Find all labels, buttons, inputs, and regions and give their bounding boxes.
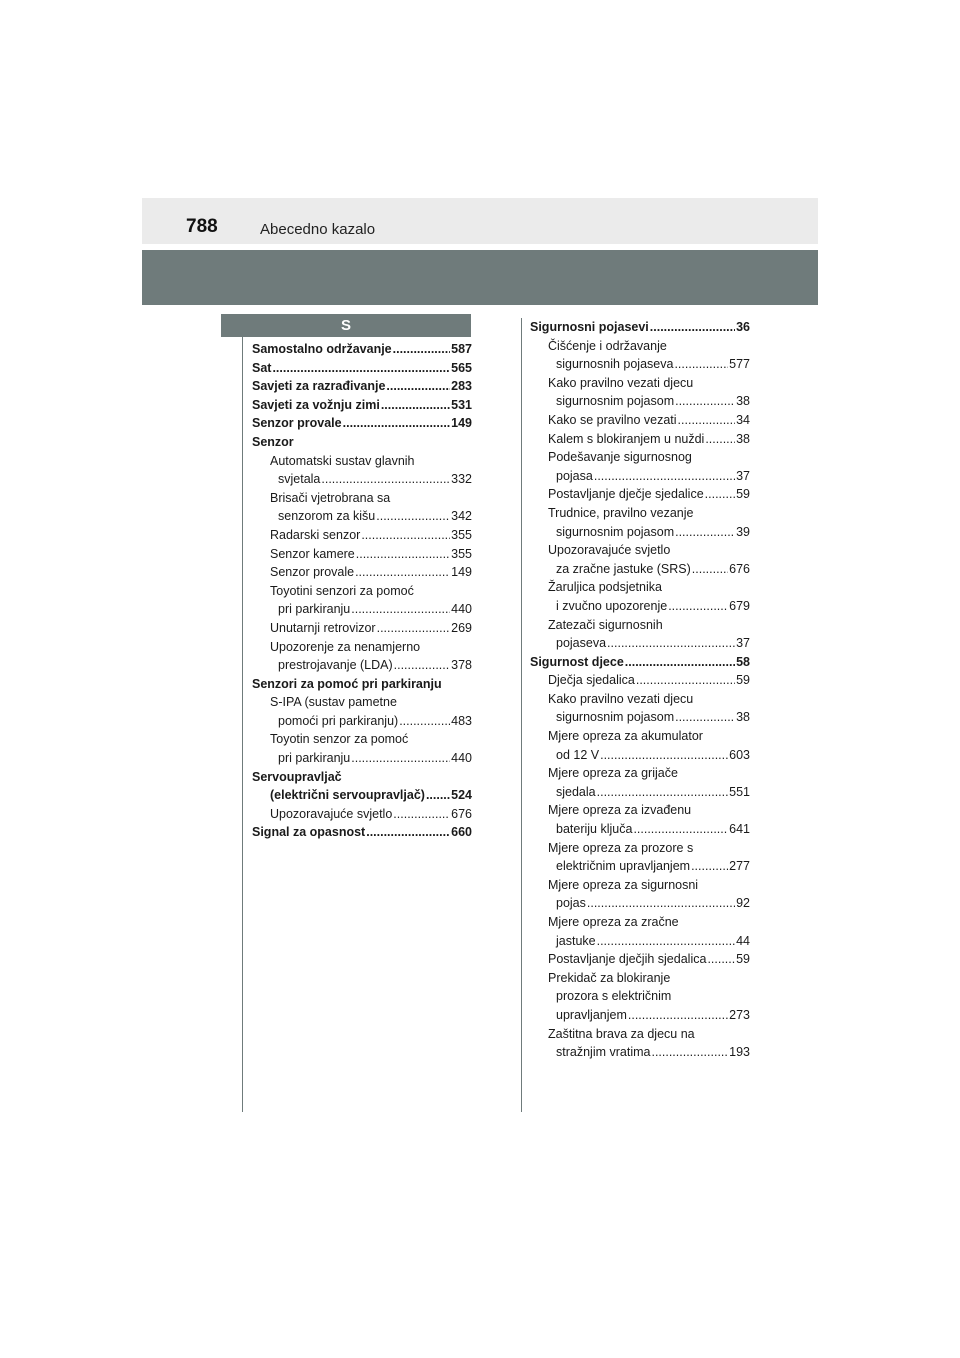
entry-text: Postavljanje dječje sjedalice xyxy=(548,487,704,502)
entry-page-number: 38 xyxy=(736,710,750,725)
entry-page-number: 603 xyxy=(729,747,750,762)
entry-text: Žaruljica podsjetnika xyxy=(548,580,662,595)
index-entry xyxy=(530,690,750,709)
dot-leader xyxy=(272,359,450,378)
index-entry xyxy=(252,526,472,545)
entry-text: senzorom za kišu xyxy=(278,509,376,524)
entry-page-number: 355 xyxy=(451,546,472,561)
index-entry xyxy=(530,671,750,690)
entry-text: pri parkiranju xyxy=(278,602,351,617)
entry-page-number: 587 xyxy=(451,342,472,356)
entry-page-number: 59 xyxy=(736,487,750,502)
entry-text: Trudnice, pravilno vezanje xyxy=(548,505,694,520)
index-entry xyxy=(530,560,750,579)
entry-text: Sigurnost djece xyxy=(530,654,624,669)
entry-page-number: 36 xyxy=(736,320,750,334)
dot-leader xyxy=(668,597,728,616)
entry-text: pojaseva xyxy=(556,636,607,651)
dot-leader xyxy=(351,749,450,768)
entry-text: električnim upravljanjem xyxy=(556,859,691,874)
entry-text: Servoupravljač xyxy=(252,769,342,784)
entry-page-number: 342 xyxy=(451,509,472,524)
entry-page-number: 149 xyxy=(451,565,472,580)
entry-page-number: 531 xyxy=(451,397,472,412)
dot-leader xyxy=(399,712,450,731)
entry-page-number: 676 xyxy=(451,806,472,821)
entry-page-number: 551 xyxy=(729,784,750,799)
entry-text: Sigurnosni pojasevi xyxy=(530,320,649,334)
entry-text: pri parkiranju xyxy=(278,751,351,766)
entry-text: Mjere opreza za grijače xyxy=(548,766,678,781)
header-band xyxy=(142,250,818,305)
entry-text: Mjere opreza za izvađenu xyxy=(548,803,692,818)
left-index-column xyxy=(252,340,472,842)
dot-leader xyxy=(636,671,735,690)
dot-leader xyxy=(674,355,728,374)
left-column-rule xyxy=(242,337,243,1112)
dot-leader xyxy=(633,820,728,839)
index-entry xyxy=(530,430,750,449)
entry-page-number: 277 xyxy=(729,859,750,874)
entry-page-number: 44 xyxy=(736,933,750,948)
index-entry xyxy=(252,693,472,712)
entry-text: Mjere opreza za zračne xyxy=(548,915,679,929)
index-entry xyxy=(252,563,472,582)
entry-page-number: 149 xyxy=(451,416,472,431)
entry-page-number: 440 xyxy=(451,751,472,766)
index-entry xyxy=(252,582,472,601)
entry-text: Upozoravajuće svjetlo xyxy=(548,543,671,558)
dot-leader xyxy=(705,485,735,504)
entry-text: pomoći pri parkiranju) xyxy=(278,713,399,728)
dot-leader xyxy=(705,430,735,449)
dot-leader xyxy=(351,600,450,619)
entry-page-number: 37 xyxy=(736,468,750,483)
entry-text: Savjeti za vožnju zimi xyxy=(252,397,380,412)
dot-leader xyxy=(597,932,735,951)
index-entry xyxy=(252,619,472,638)
dot-leader xyxy=(675,392,735,411)
entry-text: pojas xyxy=(556,896,586,911)
dot-leader xyxy=(394,656,451,675)
index-entry xyxy=(530,708,750,727)
index-entry xyxy=(530,987,750,1006)
index-entry xyxy=(252,340,472,359)
index-entry xyxy=(530,969,750,988)
entry-text: (električni servoupravljač) xyxy=(270,788,425,803)
index-entry xyxy=(530,764,750,783)
dot-leader xyxy=(366,823,450,842)
entry-text: Automatski sustav glavnih xyxy=(270,453,415,468)
entry-page-number: 660 xyxy=(451,825,472,840)
index-entry xyxy=(530,597,750,616)
entry-text: S-IPA (sustav pametne xyxy=(270,695,397,710)
entry-page-number: 565 xyxy=(451,360,472,375)
entry-text: Upozorenje za nenamjerno xyxy=(270,639,421,654)
dot-leader xyxy=(381,396,450,415)
dot-leader xyxy=(675,708,735,727)
entry-text: Senzor xyxy=(252,434,294,449)
entry-text: Senzori za pomoć pri parkiranju xyxy=(252,676,442,691)
index-entry xyxy=(530,485,750,504)
dot-leader xyxy=(707,950,735,969)
page-number: 788 xyxy=(186,216,218,237)
entry-text: Samostalno održavanje xyxy=(252,342,392,356)
entry-text: Unutarnji retrovizor xyxy=(270,620,376,635)
dot-leader xyxy=(426,786,450,805)
index-entry xyxy=(530,578,750,597)
index-entry xyxy=(252,489,472,508)
entry-page-number: 269 xyxy=(451,620,472,635)
entry-text: svjetala xyxy=(278,472,321,487)
entry-page-number: 92 xyxy=(736,896,750,911)
index-entry xyxy=(252,805,472,824)
entry-text: Čišćenje i održavanje xyxy=(548,338,667,353)
entry-page-number: 38 xyxy=(736,394,750,409)
center-column-rule xyxy=(521,318,522,1112)
index-entry xyxy=(530,392,750,411)
index-entry xyxy=(252,749,472,768)
index-entry xyxy=(530,857,750,876)
index-entry xyxy=(252,768,472,787)
index-letter-heading: S xyxy=(221,314,471,337)
entry-page-number: 273 xyxy=(729,1007,750,1022)
entry-page-number: 641 xyxy=(729,822,750,837)
index-entry xyxy=(530,411,750,430)
dot-leader xyxy=(675,523,735,542)
index-entry xyxy=(252,656,472,675)
index-entry xyxy=(252,638,472,657)
entry-page-number: 332 xyxy=(451,472,472,487)
entry-text: od 12 V xyxy=(556,747,600,762)
index-entry xyxy=(252,730,472,749)
entry-text: Senzor kamere xyxy=(270,546,355,561)
index-entry xyxy=(252,600,472,619)
dot-leader xyxy=(356,545,450,564)
dot-leader xyxy=(678,411,736,430)
entry-page-number: 676 xyxy=(729,561,750,576)
entry-text: za zračne jastuke (SRS) xyxy=(556,561,691,576)
index-entry xyxy=(530,504,750,523)
entry-text: Zaštitna brava za djecu na xyxy=(548,1026,695,1041)
index-entry xyxy=(252,433,472,452)
index-entry xyxy=(530,448,750,467)
entry-page-number: 59 xyxy=(736,673,750,688)
index-entry xyxy=(530,523,750,542)
entry-text: Mjere opreza za akumulator xyxy=(548,729,703,744)
index-entry xyxy=(530,876,750,895)
dot-leader xyxy=(597,783,729,802)
index-entry xyxy=(530,355,750,374)
dot-leader xyxy=(650,318,735,337)
entry-text: Toyotini senzori za pomoć xyxy=(270,583,414,598)
index-entry xyxy=(530,746,750,765)
entry-text: Savjeti za razrađivanje xyxy=(252,379,386,394)
entry-text: sigurnosnim pojasom xyxy=(556,524,675,539)
entry-page-number: 524 xyxy=(451,788,472,803)
entry-text: Sat xyxy=(252,360,272,375)
index-entry xyxy=(530,616,750,635)
section-title: Abecedno kazalo xyxy=(260,221,376,238)
entry-page-number: 58 xyxy=(736,654,750,669)
index-entry xyxy=(252,786,472,805)
entry-page-number: 283 xyxy=(451,379,472,394)
entry-text: bateriju ključa xyxy=(556,822,633,837)
dot-leader xyxy=(321,470,450,489)
dot-leader xyxy=(628,1006,728,1025)
dot-leader xyxy=(355,563,450,582)
entry-text: Upozoravajuće svjetlo xyxy=(270,806,393,821)
entry-text: Kalem s blokiranjem u nuždi xyxy=(548,431,705,446)
entry-page-number: 577 xyxy=(729,357,750,372)
index-entry xyxy=(530,318,750,337)
entry-text: Postavljanje dječjih sjedalica xyxy=(548,952,707,967)
entry-page-number: 440 xyxy=(451,602,472,617)
index-entry xyxy=(530,1043,750,1062)
entry-text: Prekidač za blokiranje xyxy=(548,970,671,985)
entry-page-number: 378 xyxy=(451,658,472,673)
dot-leader xyxy=(692,560,728,579)
index-entry xyxy=(530,894,750,913)
index-entry xyxy=(530,820,750,839)
index-entry xyxy=(252,359,472,378)
index-entry xyxy=(252,377,472,396)
entry-page-number: 34 xyxy=(736,412,750,427)
entry-text: upravljanjem xyxy=(556,1007,627,1022)
entry-text: sigurnosnim pojasom xyxy=(556,394,675,409)
entry-text: Dječja sjedalica xyxy=(548,673,635,688)
dot-leader xyxy=(607,634,735,653)
index-entry xyxy=(252,823,472,842)
entry-page-number: 37 xyxy=(736,636,750,651)
entry-text: prestrojavanje (LDA) xyxy=(278,658,393,673)
index-entry xyxy=(530,839,750,858)
dot-leader xyxy=(651,1043,728,1062)
entry-text: stražnjim vratima xyxy=(556,1045,651,1060)
index-entry xyxy=(252,545,472,564)
dot-leader xyxy=(587,894,735,913)
entry-text: Radarski senzor xyxy=(270,527,361,542)
entry-page-number: 679 xyxy=(729,598,750,613)
entry-text: pojasa xyxy=(556,468,593,483)
entry-text: Toyotin senzor za pomoć xyxy=(270,732,409,747)
index-entry xyxy=(530,467,750,486)
entry-text: Kako pravilno vezati djecu xyxy=(548,691,694,706)
index-entry xyxy=(252,712,472,731)
dot-leader xyxy=(361,526,450,545)
entry-page-number: 38 xyxy=(736,431,750,446)
dot-leader xyxy=(376,507,450,526)
entry-text: Signal za opasnost xyxy=(252,825,366,840)
dot-leader xyxy=(691,857,728,876)
index-entry xyxy=(252,396,472,415)
entry-text: sjedala xyxy=(556,784,596,799)
entry-page-number: 39 xyxy=(736,524,750,539)
entry-text: Kako pravilno vezati djecu xyxy=(548,375,694,390)
dot-leader xyxy=(393,340,451,359)
index-entry xyxy=(530,950,750,969)
entry-page-number: 355 xyxy=(451,527,472,542)
entry-text: Mjere opreza za prozore s xyxy=(548,840,694,855)
index-entry xyxy=(530,1006,750,1025)
index-entry xyxy=(252,470,472,489)
index-entry xyxy=(530,727,750,746)
index-entry xyxy=(252,675,472,694)
index-entry xyxy=(530,653,750,672)
dot-leader xyxy=(625,653,735,672)
index-entry xyxy=(530,541,750,560)
index-entry xyxy=(530,374,750,393)
index-entry xyxy=(530,932,750,951)
entry-text: jastuke xyxy=(556,933,596,948)
dot-leader xyxy=(600,746,728,765)
index-entry xyxy=(530,337,750,356)
dot-leader xyxy=(343,414,451,433)
entry-text: Zatezači sigurnosnih xyxy=(548,617,663,632)
entry-text: Podešavanje sigurnosnog xyxy=(548,450,692,465)
index-entry xyxy=(530,634,750,653)
entry-text: Brisači vjetrobrana sa xyxy=(270,490,391,505)
entry-page-number: 483 xyxy=(451,713,472,728)
dot-leader xyxy=(377,619,451,638)
index-entry xyxy=(530,801,750,820)
index-entry xyxy=(530,783,750,802)
entry-page-number: 59 xyxy=(736,952,750,967)
header-bar xyxy=(142,198,818,244)
index-entry xyxy=(530,1025,750,1044)
index-entry xyxy=(252,414,472,433)
entry-page-number: 193 xyxy=(729,1045,750,1060)
entry-text: sigurnosnim pojasom xyxy=(556,710,675,725)
index-entry xyxy=(252,507,472,526)
index-entry xyxy=(530,913,750,932)
entry-text: Mjere opreza za sigurnosni xyxy=(548,877,699,892)
right-index-column xyxy=(530,318,750,1062)
index-entry xyxy=(252,452,472,471)
dot-leader xyxy=(594,467,735,486)
entry-text: sigurnosnih pojaseva xyxy=(556,357,674,372)
entry-text: Senzor provale xyxy=(270,565,355,580)
dot-leader xyxy=(393,805,450,824)
entry-text: i zvučno upozorenje xyxy=(556,598,668,613)
dot-leader xyxy=(386,377,450,396)
entry-text: Kako se pravilno vezati xyxy=(548,412,677,427)
entry-text: prozora s električnim xyxy=(556,989,672,1004)
entry-text: Senzor provale xyxy=(252,416,342,431)
